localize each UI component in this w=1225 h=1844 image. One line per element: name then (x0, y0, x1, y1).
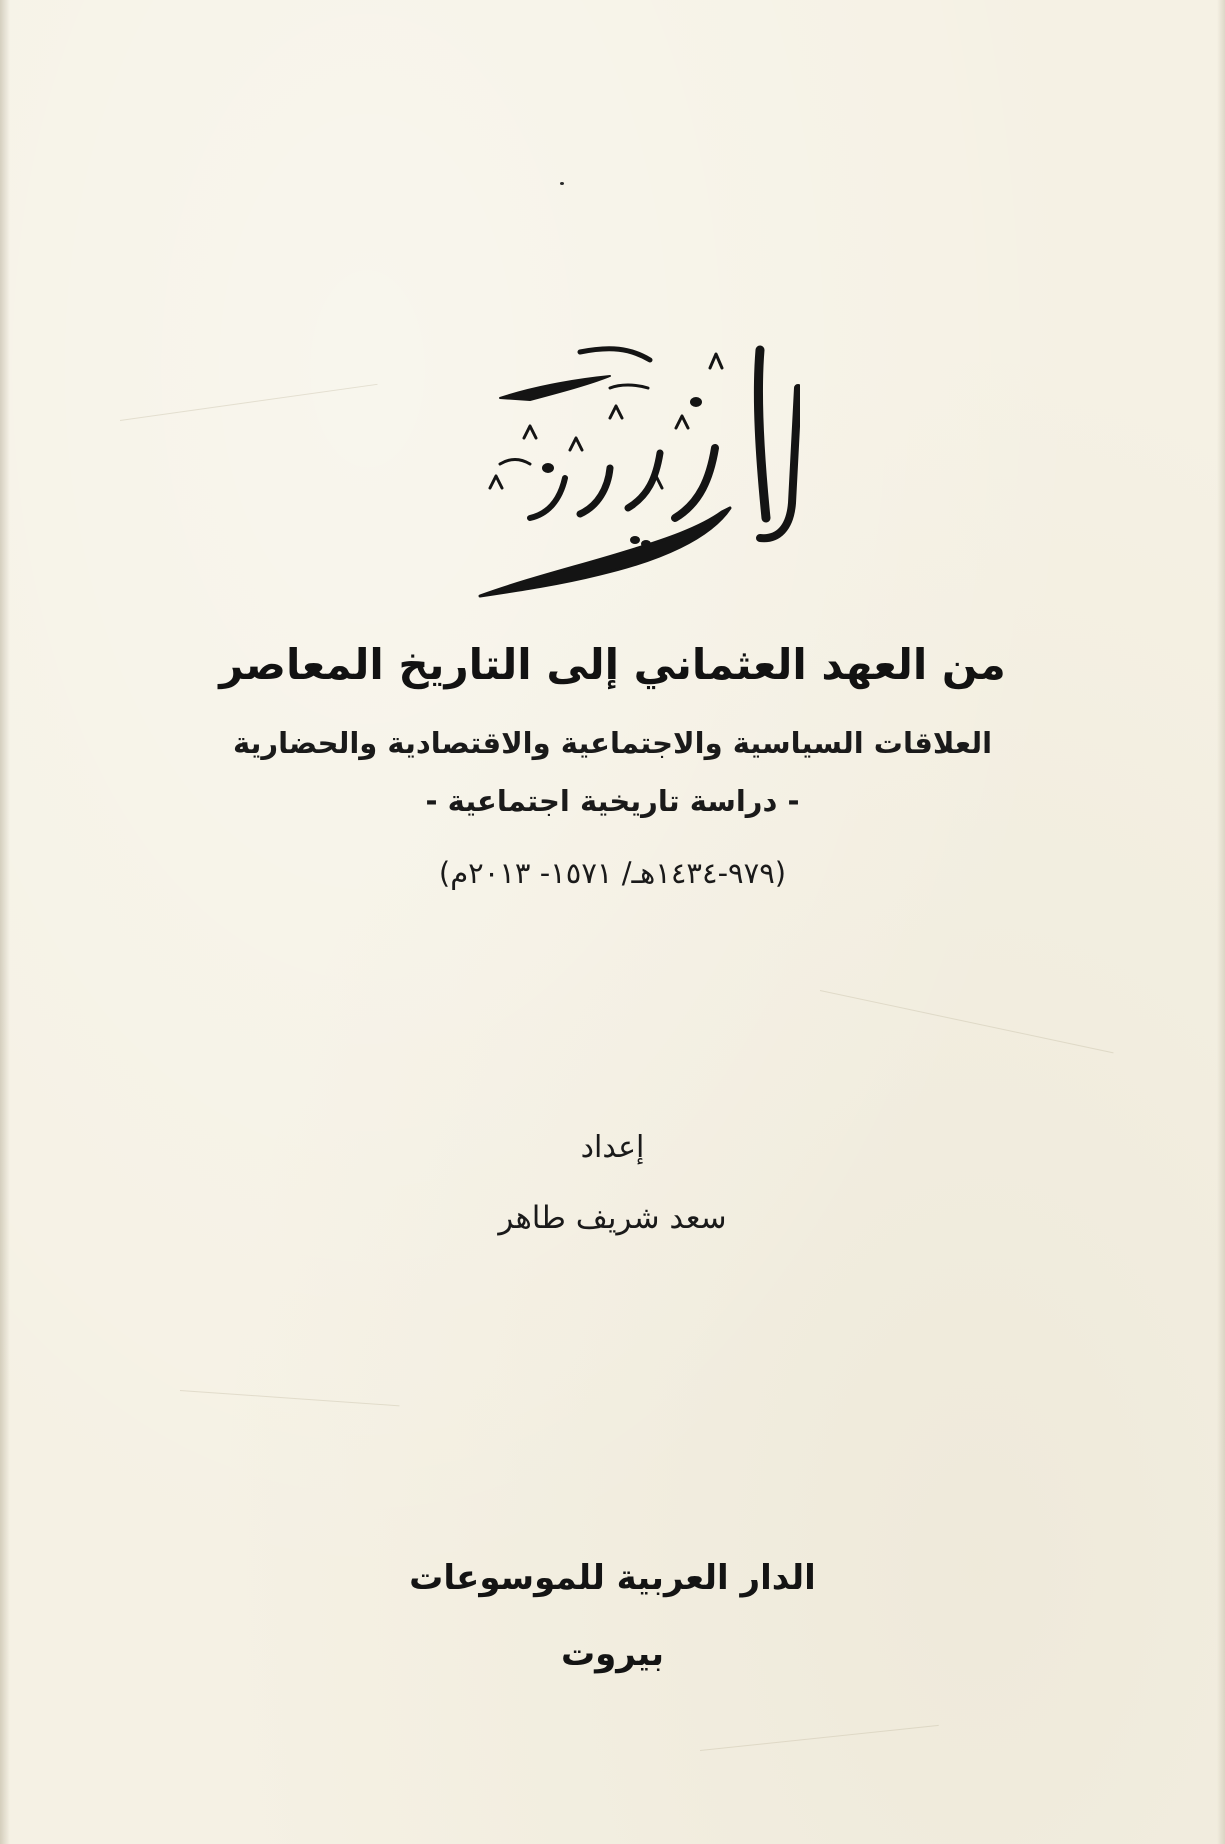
book-topic-line: العلاقات السياسية والاجتماعية والاقتصادية والحضارية (232, 726, 993, 760)
study-type-line: - دراسة تاريخية اجتماعية - (425, 784, 800, 818)
paper-fiber (120, 384, 378, 421)
book-subtitle: من العهد العثماني إلى التاريخ المعاصر (219, 640, 1006, 689)
paper-fiber (820, 990, 1114, 1053)
prepared-by-label: إعداد (580, 1130, 645, 1165)
calligraphy-title-drawing (460, 328, 800, 618)
paper-speck (560, 182, 564, 185)
calligraphic-title (460, 328, 800, 618)
paper-fiber (180, 1390, 400, 1406)
author-name: سعد شريف طاهر (498, 1200, 727, 1236)
paper-fiber (700, 1725, 939, 1751)
date-range-line: (٩٧٩-١٤٣٤هـ/ ١٥٧١- ٢٠١٣م) (438, 856, 787, 890)
publisher-name: الدار العربية للموسوعات (409, 1558, 816, 1598)
publisher-city: بيروت (560, 1634, 665, 1674)
